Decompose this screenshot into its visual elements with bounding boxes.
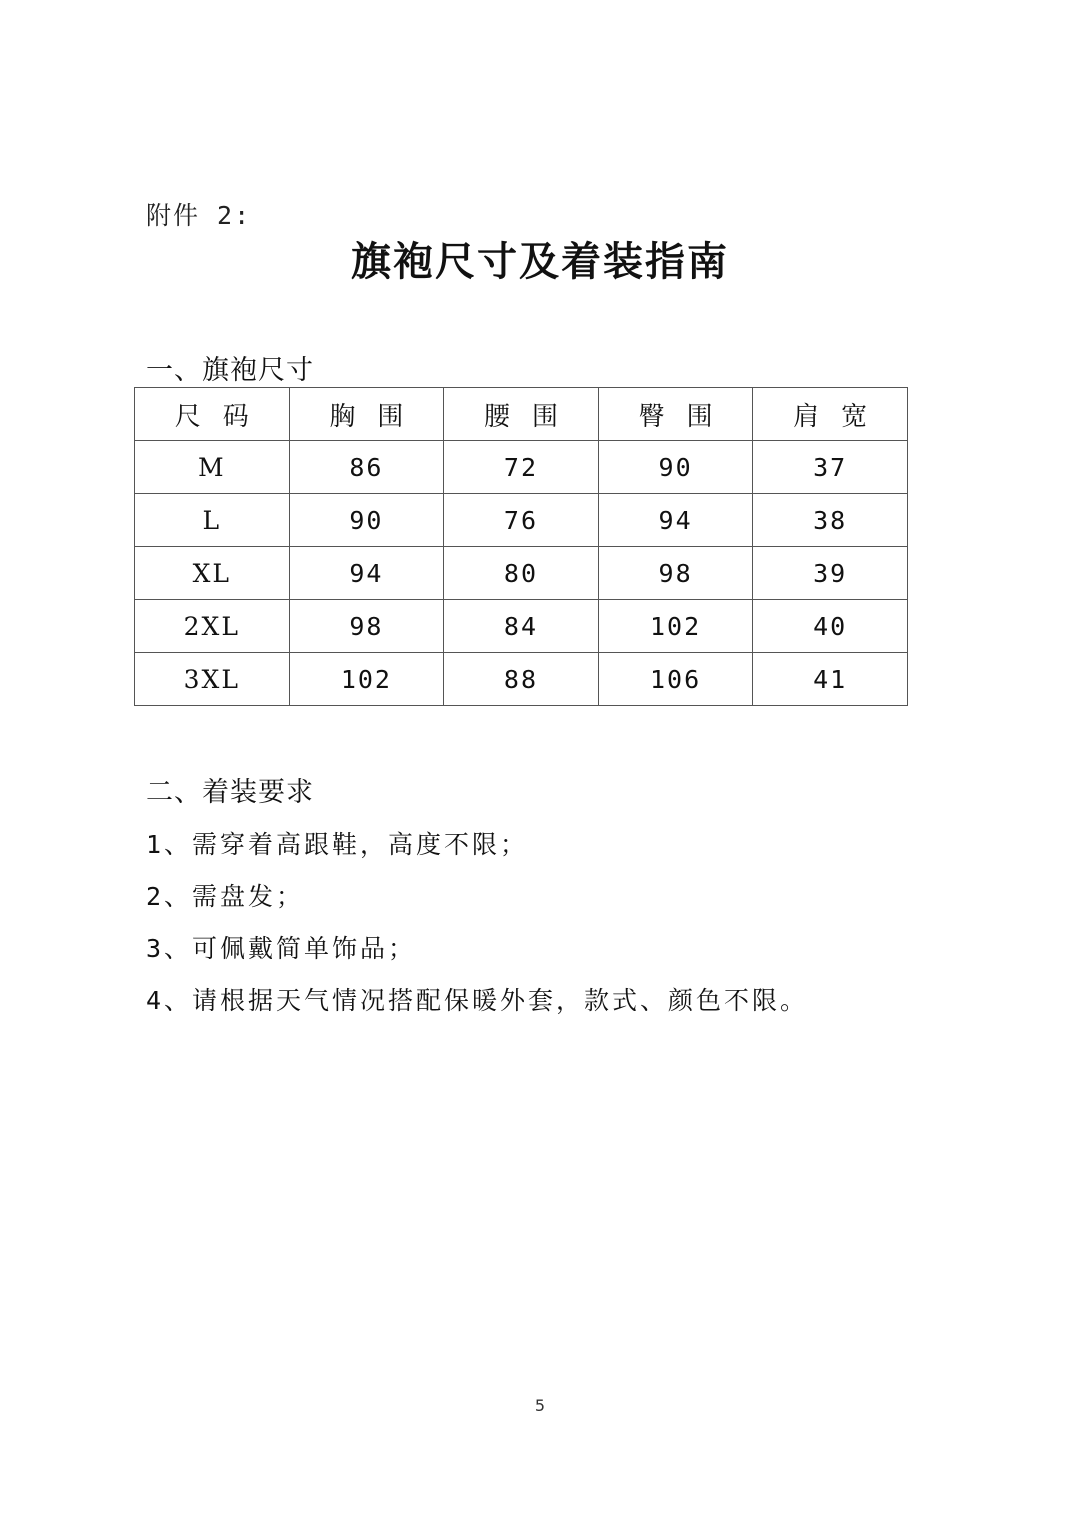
table-row: [135, 441, 908, 494]
header-hip: 臀围: [598, 388, 753, 441]
table-row: [135, 600, 908, 653]
cell-bust: 90: [289, 494, 444, 547]
cell-waist: 76: [444, 494, 599, 547]
cell-shoulder: 38: [753, 494, 908, 547]
section-heading-dress-code: 二、着装要求: [146, 777, 314, 808]
header-shoulder: 肩宽: [753, 388, 908, 441]
requirements-list: [146, 822, 808, 1030]
header-bust: 胸围: [289, 388, 444, 441]
size-table: [134, 387, 908, 706]
page-number: 5: [534, 1396, 546, 1415]
cell-waist: 72: [444, 441, 599, 494]
cell-waist: 80: [444, 547, 599, 600]
cell-hip: 90: [598, 441, 753, 494]
list-item: 1、需穿着高跟鞋，高度不限；: [146, 830, 529, 859]
cell-hip: 98: [598, 547, 753, 600]
list-item: 4、请根据天气情况搭配保暖外套，款式、颜色不限。: [146, 986, 809, 1015]
list-item: 2、需盘发；: [146, 882, 305, 911]
header-waist: 腰围: [444, 388, 599, 441]
cell-hip: 102: [598, 600, 753, 653]
cell-hip: 106: [598, 653, 753, 706]
document-title: 旗袍尺寸及着装指南: [351, 238, 729, 285]
table-row: [135, 547, 908, 600]
cell-shoulder: 40: [753, 600, 908, 653]
table-row: [135, 494, 908, 547]
cell-size: 2XL: [135, 600, 290, 653]
cell-waist: 88: [444, 653, 599, 706]
cell-size: L: [135, 494, 290, 547]
table-row: [135, 653, 908, 706]
cell-waist: 84: [444, 600, 599, 653]
header-size: 尺码: [135, 388, 290, 441]
cell-size: M: [135, 441, 290, 494]
section-heading-sizes: 一、旗袍尺寸: [146, 355, 314, 386]
attachment-label: 附件 2:: [146, 201, 252, 230]
cell-bust: 98: [289, 600, 444, 653]
cell-bust: 86: [289, 441, 444, 494]
cell-bust: 102: [289, 653, 444, 706]
cell-shoulder: 37: [753, 441, 908, 494]
table-header-row: [135, 388, 908, 441]
cell-size: 3XL: [135, 653, 290, 706]
list-item: 3、可佩戴简单饰品；: [146, 934, 417, 963]
cell-hip: 94: [598, 494, 753, 547]
cell-size: XL: [135, 547, 290, 600]
cell-shoulder: 39: [753, 547, 908, 600]
cell-bust: 94: [289, 547, 444, 600]
cell-shoulder: 41: [753, 653, 908, 706]
